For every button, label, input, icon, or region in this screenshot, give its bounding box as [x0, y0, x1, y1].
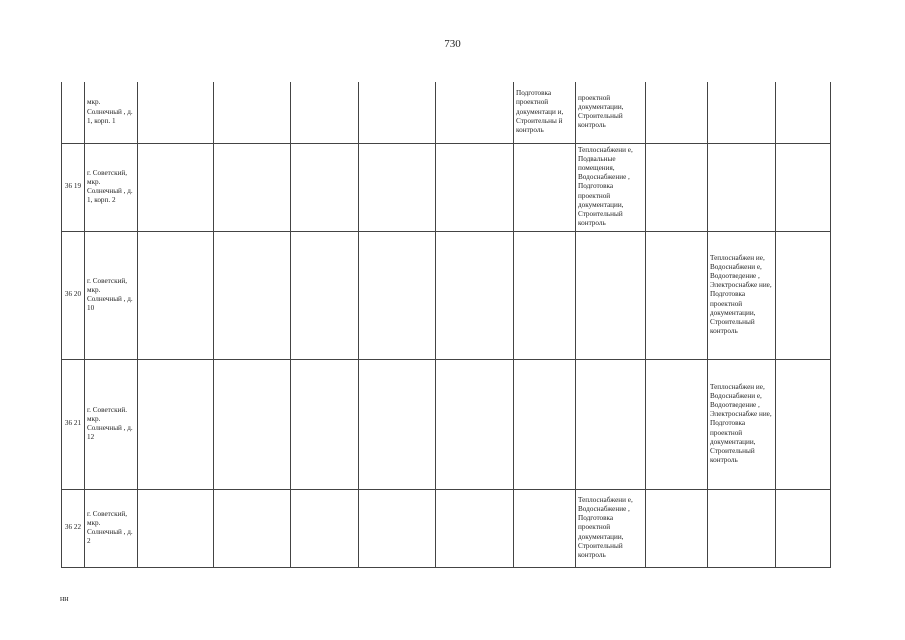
empty-cell [436, 82, 514, 143]
row-number-cell: 36 21 [62, 359, 85, 489]
empty-cell [359, 143, 436, 231]
empty-cell [646, 359, 708, 489]
address-cell: мкр. Солнечный , д. 1, корп. 1 [85, 82, 138, 143]
row-number-cell [62, 82, 85, 143]
works-list-cell: проектной документации, Строительный контроль [576, 82, 646, 143]
works-list-cell [708, 82, 776, 143]
address-cell: г. Советский, мкр. Солнечный , д. 10 [85, 231, 138, 359]
empty-cell [138, 231, 214, 359]
empty-cell [436, 359, 514, 489]
row-number-cell: 36 22 [62, 489, 85, 567]
empty-cell [776, 359, 831, 489]
footer-mark: нн [60, 594, 69, 603]
empty-cell [776, 143, 831, 231]
row-number-cell: 36 20 [62, 231, 85, 359]
empty-cell [359, 359, 436, 489]
page-number: 730 [444, 38, 461, 50]
row-number-cell: 36 19 [62, 143, 85, 231]
empty-cell [291, 231, 359, 359]
empty-cell [214, 82, 291, 143]
works-list-cell [514, 231, 576, 359]
address-cell: г. Советский. мкр. Солнечный , д. 12 [85, 359, 138, 489]
empty-cell [291, 359, 359, 489]
empty-cell [138, 489, 214, 567]
work-schedule-table [61, 82, 831, 568]
empty-cell [646, 489, 708, 567]
empty-cell [214, 489, 291, 567]
empty-cell [436, 143, 514, 231]
empty-cell [138, 82, 214, 143]
empty-cell [138, 359, 214, 489]
empty-cell [359, 82, 436, 143]
empty-cell [646, 82, 708, 143]
table-row [62, 143, 831, 231]
table-row [62, 489, 831, 567]
works-list-cell: Теплоснабжен ие, Водоснабжени е, Водоотведение , Электроснабже ние, Подготовка проектной документации, Строительный контроль [708, 359, 776, 489]
empty-cell [646, 143, 708, 231]
empty-cell [776, 231, 831, 359]
empty-cell [776, 82, 831, 143]
empty-cell [291, 143, 359, 231]
empty-cell [214, 231, 291, 359]
works-list-cell [514, 143, 576, 231]
works-list-cell: Теплоснабжени е, Подвальные помещения, Водоснабжение , Подготовка проектной документации, Строительный контроль [576, 143, 646, 231]
empty-cell [359, 489, 436, 567]
works-list-cell [576, 231, 646, 359]
empty-cell [291, 489, 359, 567]
empty-cell [436, 489, 514, 567]
empty-cell [214, 143, 291, 231]
works-list-cell: Подготовка проектной документаци и, Строительны й контроль [514, 82, 576, 143]
works-list-cell [576, 359, 646, 489]
empty-cell [138, 143, 214, 231]
works-list-cell: Теплоснабжени е, Водоснабжение , Подготовка проектной документации, Строительный контроль [576, 489, 646, 567]
table-row [62, 359, 831, 489]
empty-cell [646, 231, 708, 359]
empty-cell [776, 489, 831, 567]
works-list-cell [514, 489, 576, 567]
empty-cell [214, 359, 291, 489]
empty-cell [436, 231, 514, 359]
table-row [62, 231, 831, 359]
table-row [62, 82, 831, 143]
works-list-cell [708, 143, 776, 231]
empty-cell [359, 231, 436, 359]
works-list-cell [514, 359, 576, 489]
address-cell: г. Советский, мкр. Солнечный , д. 1, корп. 2 [85, 143, 138, 231]
address-cell: г. Советский, мкр. Солнечный , д. 2 [85, 489, 138, 567]
empty-cell [291, 82, 359, 143]
works-list-cell: Теплоснабжен ие, Водоснабжени е, Водоотведение , Электроснабже ние, Подготовка проектной документации, Строительный контроль [708, 231, 776, 359]
works-list-cell [708, 489, 776, 567]
